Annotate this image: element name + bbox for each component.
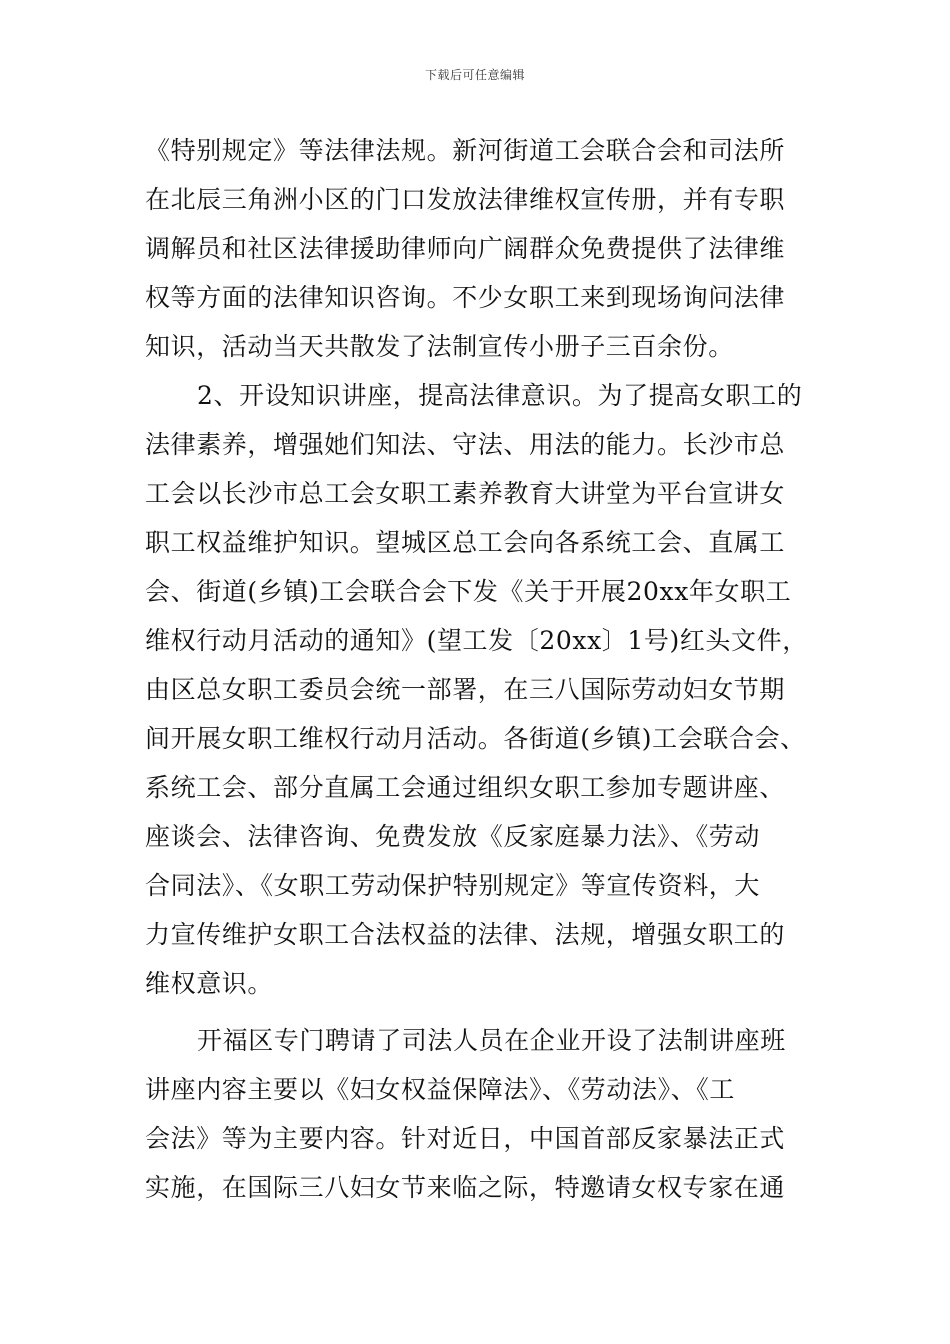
text-line: 2、开设知识讲座，提高法律意识。为了提高女职工的: [197, 381, 803, 410]
paragraph-1: [145, 126, 845, 371]
paragraph-gap: [145, 1008, 845, 1016]
text-line: 知识，活动当天共散发了法制宣传小册子三百余份。: [145, 332, 734, 361]
text-line: 权等方面的法律知识咨询。不少女职工来到现场询问法律: [145, 283, 786, 312]
page-header: 下载后可任意编辑: [424, 68, 525, 82]
paragraph-3: [145, 1016, 845, 1212]
text-line: 讲座内容主要以《妇女权益保障法》、《劳动法》、《工: [145, 1075, 736, 1104]
text-line: 在北辰三角洲小区的门口发放法律维权宣传册，并有专职: [145, 185, 786, 214]
text-line: 合同法》、《女职工劳动保护特别规定》等宣传资料，大: [145, 871, 761, 900]
text-line: 维权意识。: [145, 969, 274, 998]
text-line: 会、街道(乡镇)工会联合会下发《关于开展20xx年女职工: [145, 577, 792, 606]
text-line: 间开展女职工维权行动月活动。各街道(乡镇)工会联合会、: [145, 724, 806, 753]
text-line: 调解员和社区法律援助律师向广阔群众免费提供了法律维: [145, 234, 786, 263]
text-line: 力宣传维护女职工合法权益的法律、法规，增强女职工的: [145, 920, 786, 949]
text-line: 《特别规定》等法律法规。新河街道工会联合会和司法所: [145, 136, 786, 165]
text-line: 法律素养，增强她们知法、守法、用法的能力。长沙市总: [145, 430, 786, 459]
text-line: 开福区专门聘请了司法人员在企业开设了法制讲座班: [197, 1026, 786, 1055]
text-line: 系统工会、部分直属工会通过组织女职工参加专题讲座、: [145, 773, 786, 802]
paragraph-2: [145, 371, 845, 1008]
text-line: 工会以长沙市总工会女职工素养教育大讲堂为平台宣讲女: [145, 479, 786, 508]
text-line: 会法》等为主要内容。针对近日，中国首部反家暴法正式: [145, 1124, 786, 1153]
text-line: 由区总女职工委员会统一部署，在三八国际劳动妇女节期: [145, 675, 786, 704]
text-line: 职工权益维护知识。望城区总工会向各系统工会、直属工: [145, 528, 786, 557]
text-line: 实施，在国际三八妇女节来临之际，特邀请女权专家在通: [145, 1173, 786, 1202]
document-body: [145, 126, 845, 1212]
text-line: 维权行动月活动的通知》(望工发〔20xx〕1号)红头文件，: [145, 626, 808, 655]
text-line: 座谈会、法律咨询、免费发放《反家庭暴力法》、《劳动: [145, 822, 761, 851]
